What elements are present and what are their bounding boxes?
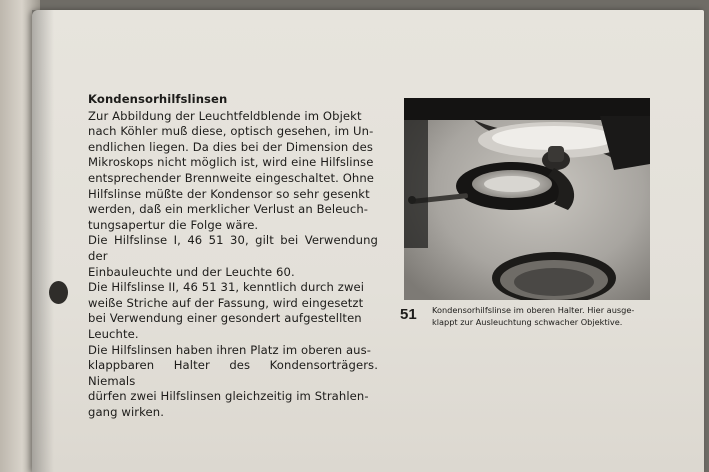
paragraph-2: Die Hilfslinse I, 46 51 30, gilt bei Verwendung der Einbauleuchte und der Leuchte 60.: [88, 233, 378, 279]
figure-caption: Kondensorhilfslinse im oberen Halter. Hier ausge- klappt zur Ausleuchtung schwacher Objektive.: [432, 305, 635, 327]
microscope-condenser-photo: [404, 98, 650, 300]
paragraph-1: Zur Abbildung der Leuchtfeldblende im Objekt nach Köhler muß diese, optisch gesehen, im Un- endlichen liegen. Da dies bei der Dimension des Mikroskops nicht möglich ist, wird eine Hilfslinse entsprechender Brennweite eingeschaltet. Ohne Hilfslinse müßte der Kondensor so sehr gesenkt werden, daß ein merklicher Verlust an Beleuch- tungsapertur die Folge wäre.: [88, 108, 375, 232]
figure-photo: [404, 98, 650, 300]
paragraph-4: Die Hilfslinsen haben ihren Platz im oberen aus- klappbaren Halter des Kondensorträgers. Niemals dürfen zwei Hilfslinsen gleichzeitig im Strahlen- gang wirken.: [88, 342, 378, 419]
binding-hole: [49, 281, 68, 304]
figure-number: 51: [400, 306, 417, 323]
paragraph-3: Die Hilfslinse II, 46 51 31, kenntlich durch zwei weiße Striche auf der Fassung, wird eingesetzt bei Verwendung einer gesondert aufgestellten Leuchte.: [88, 280, 365, 341]
article-column: [88, 92, 378, 420]
section-heading: Kondensorhilfslinsen: [88, 92, 228, 106]
page-gutter-shadow: [32, 10, 54, 472]
